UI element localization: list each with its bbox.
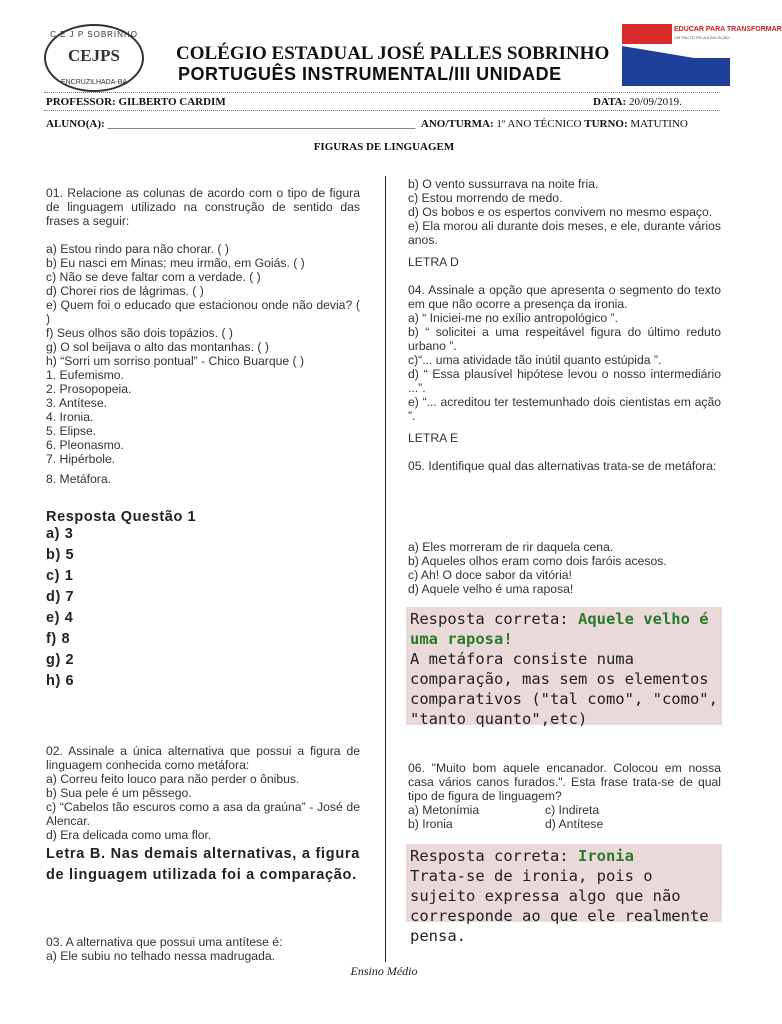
section-title: FIGURAS DE LINGUAGEM bbox=[313, 141, 455, 153]
teacher-label: PROFESSOR: bbox=[46, 96, 116, 108]
q1-answer: f) 8 bbox=[46, 631, 71, 647]
q4-item: c)“... uma atividade tão inútil quanto estúpida ”. bbox=[408, 353, 662, 367]
q5-answer-label: Resposta correta: bbox=[410, 610, 578, 628]
q1-item: a) Estou rindo para não chorar. ( ) bbox=[46, 242, 229, 256]
q1-option: 2. Prosopopeia. bbox=[46, 382, 132, 396]
logo-tagline: UM PACTO PELA EDUCAÇÃO bbox=[674, 35, 730, 40]
school-name: COLÉGIO ESTADUAL JOSÉ PALLES SOBRINHO bbox=[176, 43, 610, 64]
teacher-name: GILBERTO CARDIM bbox=[118, 96, 226, 108]
subject-title: PORTUGUÊS INSTRUMENTAL/III UNIDADE bbox=[178, 64, 562, 84]
q3-item: e) Ela morou ali durante dois meses, e ele, durante vários anos. bbox=[408, 219, 721, 247]
q1-item: c) Não se deve faltar com a verdade. ( ) bbox=[46, 270, 261, 284]
q1-item: b) Eu nasci em Minas; meu irmão, em Goiás. ( ) bbox=[46, 256, 305, 270]
q5-answer-explanation: A metáfora consiste numa comparação, mas sem os elementos comparativos ("tal como", "como", "tanto quanto",etc) bbox=[410, 650, 718, 728]
q3-item: c) Estou morrendo de medo. bbox=[408, 191, 563, 205]
q1-answer: c) 1 bbox=[46, 568, 74, 584]
q2-answer: Letra B. Nas demais alternativas, a figura de linguagem utilizada foi a comparação. bbox=[46, 846, 360, 883]
q3-item: a) Ele subiu no telhado nessa madrugada. bbox=[46, 949, 276, 963]
q6-block bbox=[408, 761, 721, 831]
seal-initials: CEJPS bbox=[68, 46, 120, 65]
q5-item: c) Ah! O doce sabor da vitória! bbox=[408, 568, 572, 582]
q6-option-a: a) Metonímia bbox=[408, 803, 480, 817]
q5-item: a) Eles morreram de rir daquela cena. bbox=[408, 540, 614, 554]
q2-item: d) Era delicada como uma flor. bbox=[46, 828, 212, 842]
q1-option: 8. Metáfora. bbox=[46, 472, 112, 486]
q2-item: b) Sua pele é um pêssego. bbox=[46, 786, 192, 800]
q2-intro: 02. Assinale a única alternativa que possui a figura de linguagem conhecida como metáfora: bbox=[46, 744, 360, 772]
q6-option-d: d) Antítese bbox=[545, 817, 604, 831]
q3-start bbox=[46, 935, 360, 963]
q6-answer-label: Resposta correta: bbox=[410, 847, 578, 865]
q5-options bbox=[408, 540, 721, 596]
q1-option: 4. Ironia. bbox=[46, 410, 94, 424]
state-logo bbox=[622, 24, 782, 86]
date-value: 20/09/2019. bbox=[628, 96, 682, 108]
logo-red-block bbox=[622, 24, 672, 44]
q1-item: e) Quem foi o educado que estacionou onde não devia? ( ) bbox=[46, 298, 360, 326]
q1-option: 3. Antítese. bbox=[46, 396, 107, 410]
q5-answer-value: Aquele velho é uma raposa! bbox=[410, 610, 709, 648]
q1-option: 5. Elipse. bbox=[46, 424, 97, 438]
q5-intro: 05. Identifique qual das alternativas trata-se de metáfora: bbox=[408, 459, 717, 473]
q1-item: g) O sol beijava o alto das montanhas. ( ) bbox=[46, 340, 269, 354]
page-footer: Ensino Médio bbox=[350, 964, 418, 978]
column-divider bbox=[385, 176, 386, 962]
q1-answer: d) 7 bbox=[46, 589, 75, 605]
school-seal bbox=[44, 24, 144, 92]
q1-answer: g) 2 bbox=[46, 652, 75, 668]
student-name-field[interactable]: ________________________________________________________ bbox=[107, 118, 416, 130]
student-label: ALUNO(A): bbox=[46, 118, 105, 130]
q5-item: d) Aquele velho é uma raposa! bbox=[408, 582, 574, 596]
q1-answer-title: Resposta Questão 1 bbox=[46, 509, 197, 525]
q1-answer-block bbox=[46, 510, 360, 692]
q1-item: f) Seus olhos são dois topázios. ( ) bbox=[46, 326, 233, 340]
q6-option-b: b) Ironia bbox=[408, 817, 453, 831]
q6-intro: 06. "Muito bom aquele encanador. Colocou em nossa casa vários canos furados.". Esta frase trata-se de qual tipo de figura de linguagem? bbox=[408, 761, 721, 803]
q1-intro: 01. Relacione as colunas de acordo com o tipo de figura de linguagem utilizado na construção de sentido das frases a seguir: bbox=[46, 186, 360, 228]
q3-item: d) Os bobos e os espertos convivem no mesmo espaço. bbox=[408, 205, 713, 219]
date-line bbox=[593, 96, 682, 108]
q4-intro: 04. Assinale a opção que apresenta o segmento do texto em que não ocorre a presença da ironia. bbox=[408, 283, 721, 311]
q2-block bbox=[46, 744, 360, 886]
shift-value: MATUTINO bbox=[630, 118, 688, 130]
q1-item: d) Chorei rios de lágrimas. ( ) bbox=[46, 284, 204, 298]
right-column bbox=[408, 177, 721, 473]
q1-option: 7. Hipérbole. bbox=[46, 452, 116, 466]
q4-item: b) “ solicitei a uma respeitável figura do último reduto urbano ”. bbox=[408, 325, 721, 353]
q4-item: e) “... acreditou ter testemunhado dois cientistas em ação ”. bbox=[408, 395, 721, 423]
logo-blue-block bbox=[622, 58, 730, 86]
q2-item: a) Correu feito louco para não perder o ônibus. bbox=[46, 772, 300, 786]
header-divider bbox=[44, 92, 720, 93]
left-column bbox=[46, 186, 360, 486]
q5-answer-box bbox=[406, 607, 722, 728]
q4-item: a) “ Iniciei-me no exílio antropológico ”. bbox=[408, 311, 618, 325]
q4-answer: LETRA E bbox=[408, 431, 459, 445]
q1-option: 1. Eufemismo. bbox=[46, 368, 124, 382]
q6-answer-value: Ironia bbox=[577, 847, 634, 865]
q1-answer: h) 6 bbox=[46, 673, 75, 689]
q1-answer: b) 5 bbox=[46, 547, 75, 563]
class-label: ANO/TURMA: bbox=[420, 118, 494, 130]
student-line bbox=[46, 118, 688, 130]
meta-divider bbox=[44, 110, 720, 111]
q3-intro: 03. A alternativa que possui uma antítese é: bbox=[46, 935, 283, 949]
logo-text: EDUCAR PARA TRANSFORMAR bbox=[674, 26, 782, 33]
q1-option: 6. Pleonasmo. bbox=[46, 438, 124, 452]
q1-answer: a) 3 bbox=[46, 526, 74, 542]
q1-answer: e) 4 bbox=[46, 610, 74, 626]
seal-bottom-text: ENCRUZILHADA-BA bbox=[60, 79, 128, 86]
teacher-line bbox=[46, 96, 226, 108]
q5-item: b) Aqueles olhos eram como dois faróis acesos. bbox=[408, 554, 667, 568]
q2-item: c) “Cabelos tão escuros como a asa da graúna” - José de Alencar. bbox=[46, 800, 360, 828]
q6-answer-explanation: Trata-se de ironia, pois o sujeito expressa algo que não corresponde ao que ele realmente pensa. bbox=[410, 867, 709, 945]
q4-item: d) “ Essa plausível hipótese levou o nosso intermediário ...”. bbox=[408, 367, 721, 395]
q6-answer-box bbox=[406, 844, 722, 945]
q1-item: h) “Sorri um sorriso pontual” - Chico Buarque ( ) bbox=[46, 354, 305, 368]
date-label: DATA: bbox=[593, 96, 627, 108]
q3-item: b) O vento sussurrava na noite fria. bbox=[408, 177, 599, 191]
shift-label: TURNO: bbox=[584, 118, 628, 130]
q3-answer: LETRA D bbox=[408, 255, 459, 269]
q6-option-c: c) Indireta bbox=[545, 803, 600, 817]
class-value: 1º ANO TÉCNICO bbox=[496, 118, 582, 130]
seal-top-text: C E J P SOBRINHO bbox=[50, 30, 138, 39]
